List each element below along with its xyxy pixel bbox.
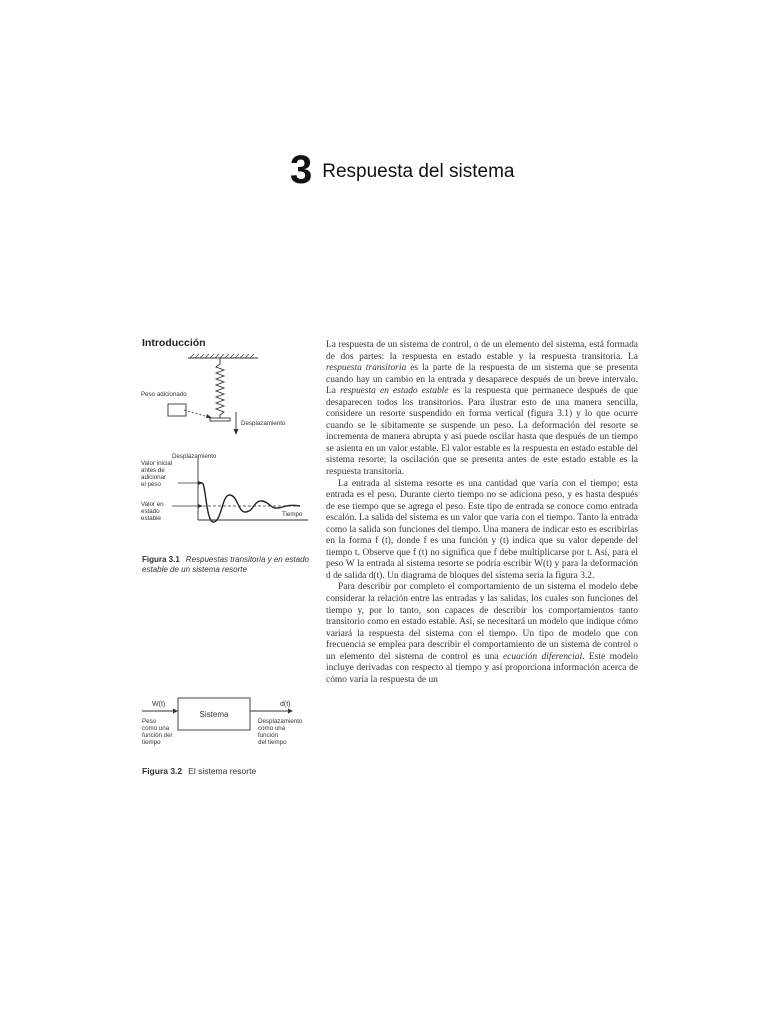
- block-sistema: Sistema: [199, 710, 229, 719]
- figure-3-1-caption: Figura 3.1 Respuestas transitoria y en estado estable de un sistema resorte: [142, 555, 309, 575]
- paragraph-3: Para describir por completo el comportamiento de un sistema el modelo debe considerar la relación entre las entradas y las salidas, los cuales son funciones del tiempo y, por lo tanto, son capaces de describir los comportamientos tanto transitorio como en estado estable. Así, se necesitará un modelo que indique cómo variará la respuesta del sistema con el tiempo. Un tipo de modelo que con frecuencia se emplea para describir el comportamiento de un sistema de control o un elemento del sistema de control es una ecuación diferencial. Este modelo incluye derivadas con respecto al tiempo y así proporciona información acerca de cómo varía la respuesta de un: [326, 582, 638, 685]
- label-steady-state-value: Valor en estado estable: [141, 501, 164, 522]
- label-displacement: Desplazamiento: [241, 420, 286, 427]
- paragraph-1: La respuesta de un sistema de control, o de un elemento del sistema, está formada de dos partes: la respuesta en estado estable y la respuesta transitoria. La respuesta transitoria es la parte de la respuesta de un sistema que se presenta cuando hay un cambio en la entrada y desaparece después de un breve intervalo. La respuesta en estado estable es la respuesta que permanece después de que desaparecen todos los transitorios. Para ilustrar esto de una manera sencilla, considere un resorte suspendido en forma vertical (figura 3.1) y lo que ocurre cuando se le sibitamente se suspende un peso. La deformación del resorte se incrementa de manera abrupta y así puede oscilar hasta que después de un tiempo se asienta en un valor estable. El valor estable es la respuesta en estado estable del sistema resorte; la oscilación que se presenta antes de este estado estable es la respuesta transitoria.: [326, 340, 638, 478]
- input-symbol: W(t): [152, 701, 166, 708]
- axis-label-displacement: Desplazamiento: [172, 453, 217, 460]
- chapter-title: Respuesta del sistema: [322, 161, 515, 182]
- paragraph-2: La entrada al sistema resorte es una cantidad que varía con el tiempo; esta entrada es el peso. Durante cierto tiempo no se adiciona peso, y es hasta después de ese tiempo que se agrega el peso. Este tipo de entrada se conoce como entrada escalón. La salida del sistema es un valor que varía con el tiempo. Tanto la entrada como la salida son funciones del tiempo. Una manera de indicar esto es escribirlas en la forma f (t), donde f es una función y (t) indica que su valor depende del tiempo t. Observe que f (t) no significa que f debe multiplicarse por t. Así, para el peso W la entrada al sistema resorte se podría escribir W(t) y para la deformación d de salida d(t). Un diagrama de bloques del sistema sería la figura 3.2.: [326, 478, 638, 581]
- axis-label-time: Tiempo: [282, 511, 303, 518]
- chapter-heading: [290, 150, 514, 190]
- output-description: Desplazamiento como una función del tiempo: [258, 718, 303, 746]
- label-added-weight: Peso adicionado: [141, 391, 187, 398]
- figure-3-1-diagram: [140, 352, 312, 532]
- input-description: Peso como una función del tiempo: [142, 718, 172, 746]
- figure-3-2-caption: Figura 3.2 El sistema resorte: [142, 766, 257, 776]
- figure-3-2-block-diagram: [140, 694, 312, 754]
- body-text: [326, 340, 638, 686]
- label-initial-value: Valor inicial antes de adicionar el peso: [141, 460, 173, 488]
- chapter-number: 3: [290, 148, 313, 192]
- section-title: Introducción: [142, 337, 206, 349]
- output-symbol: d(t): [280, 701, 291, 708]
